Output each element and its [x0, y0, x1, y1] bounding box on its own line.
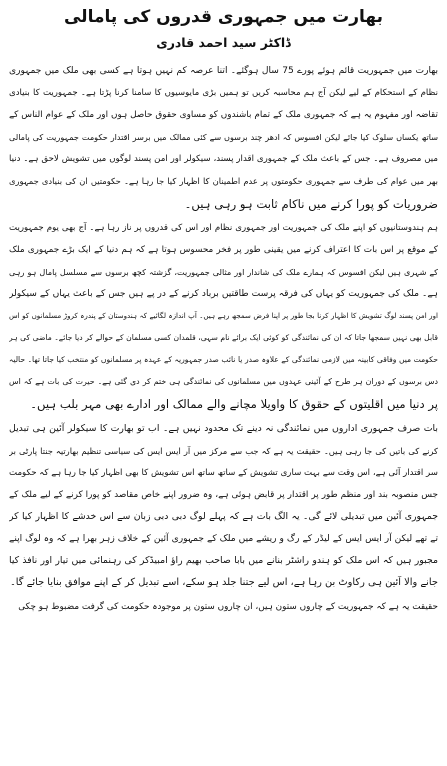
article-text-line: سر اقتدار آئی ہے، اس وقت سے بہت ساری تشویش کے ساتھ ساتھ اس تشویش کا بھی اظہار کیا جا رہا ہے کہ حکومت [9, 467, 438, 478]
article-text-line: ہم ہندوستانیوں کو اپنے ملک کی جمہوریت اور جمہوری نظام اور اس کی قدروں پر ناز رہا ہے۔ آج بھی یوم جمہوریت [9, 222, 438, 233]
article-text-line: بھر میں عوام کی طرف سے جمہوری حکومتوں پر عدم اطمینان کا اظہار کیا جا رہا ہے۔ حکومتیں ان کی بنیادی جمہوری [9, 176, 438, 187]
article-headline: بھارت میں جمہوری قدروں کی پامالی [63, 7, 383, 27]
article-text-line: تے تھے لیکن آر ایس ایس کے لیڈر کے رگ و ریشے میں ملک کے جمہوری آئین کے خلاف زہر بھرا ہے کہ وہ لوگ اپنے [9, 533, 438, 544]
article-text-line: ہے۔ ملک کی جمہوریت کو یہاں کی فرقہ پرست طاقتیں برباد کرنے کے در پے ہیں جس کے باعث یہاں کے سیکولر [9, 288, 438, 299]
article-text-line: جس منصوبہ بند اور منظم طور پر اقتدار پر قابض ہوئی ہے، وہ ضرور اپنے خاص مقاصد کو پورا کرنے کے لیے ملک کے [9, 489, 438, 500]
article-text-line: نظام کے استحکام کے لیے لیکن آج ہم محاسبہ کریں تو ہمیں بڑی مایوسیوں کا سامنا کرنا پڑتا ہے۔ جمہوریت کا بنیادی [9, 88, 438, 99]
article-byline: ڈاکٹر سید احمد قادری [156, 35, 291, 50]
article-text-line: پر دنیا میں اقلیتوں کے حقوق کا واویلا مچانے والے ممالک اور ادارے بھی مہر بلب ہیں۔ [30, 397, 438, 412]
article-text-line: بھارت میں جمہوریت قائم ہوئے پورے 75 سال ہوگئے۔ اتنا عرصہ کم نہیں ہوتا ہے کسی بھی ملک میں جمہوری [9, 66, 438, 76]
article-text-line: کرنے کی باتیں کی جا رہی ہیں۔ حقیقت یہ ہے کہ جب سے مرکز میں آر ایس ایس کی سیاسی تنظیم بھارتیہ جنتا پارٹی بر [9, 445, 438, 456]
article-text-line: حقیقت یہ ہے کہ جمہوریت کے چاروں ستون ہیں، ان چاروں ستون پر موجودہ حکومت کی گرفت مضبوط ہو چکی [18, 602, 438, 613]
article-body [9, 60, 438, 618]
article-text-line: دس برسوں کے دوران ہر طرح کے آئینی عہدوں میں مسلمانوں کی نمائندگی ہی ختم کر دی گئی ہے۔ حیرت کی بات ہے کہ اس [9, 377, 438, 387]
article-text-line: حکومت میں وفاقی کابینہ میں لازمی نمائندگی کے علاوہ صدر یا نائب صدر جمہوریہ کے عہدہ پر مسلمانوں کو منتخب کیا جاتا تھا۔ حالیہ [9, 355, 438, 365]
article-text-line: میں مصروف ہے۔ جس کے باعث ملک کے جمہوری اقدار پسند، سیکولر اور امن پسند لوگوں میں تشویش لاحق ہے۔ دنیا [9, 154, 438, 165]
article-text-line: کے موقع پر اس بات کا اعتراف کرنے میں یقینی طور پر فخر محسوس ہوتا ہے کہ ہم دنیا کے ایک بڑے جمہوری ملک [9, 244, 438, 255]
article-text-line: اور امن پسند لوگ تشویش کا اظہار کرنا بجا طور پر اپنا فرض سمجھ رہے ہیں۔ آپ اندازہ لگائیے کہ ہندوستان کے پندرہ کروڑ مسلمانوں کو اس [9, 311, 438, 321]
article-text-line: جانے والا آئین ہی رکاوٹ بن رہا ہے، اس لیے جتنا جلد ہو سکے، اسے تبدیل کر کے اپنے موافق بنایا جائے گا۔ [10, 577, 438, 589]
article-text-line: جمہوری آئین میں تبدیلی لائے گی۔ یہ الگ بات ہے کہ پہلے لوگ دبی دبی زبان سے اس خدشے کا اظہار کیا کر [9, 510, 438, 522]
article-text-line: ضروریات کو پورا کرنے میں ناکام ثابت ہو رہی ہیں۔ [184, 196, 438, 211]
article-text-line: بات صرف جمہوری اداروں میں نمائندگی نہ دینے تک محدود نہیں ہے۔ اب تو بھارت کا سیکولر آئین ہی تبدیل [9, 422, 438, 434]
article-text-line: تقاضہ اور مفہوم یہ ہے کہ جمہوری ملک کے تمام باشندوں کو مساوی حقوق حاصل ہوں اور ملک کے عوام الناس کے [9, 110, 438, 121]
article-text-line: کے شہری ہیں لیکن افسوس کہ ہمارے ملک کی شاندار اور مثالی جمہوریت، گزشتہ کچھ برسوں سے مسلسل پامال ہو رہی [9, 266, 438, 277]
article-text-line: مجبور ہیں کہ اس ملک کو ہندو راشٹر بنانے میں بابا صاحب بھیم راؤ امبیڈکر کی رہنمائی میں تیار اور نافذ کیا [9, 555, 438, 567]
article-text-line: ساتھ یکساں سلوک کیا جائے لیکن افسوس کہ ادھر چند برسوں سے کئی ممالک میں برسر اقتدار حکومت جمہوریت کی پامالی [9, 132, 438, 143]
article-text-line: قابل بھی نہیں سمجھا جاتا کہ ان کی نمائندگی کو کوئی ایک برائے نام سہی، قلمدان کسی مسلمان کے حوالے کر دیا جائے۔ ماضی کی ہر [9, 333, 438, 343]
